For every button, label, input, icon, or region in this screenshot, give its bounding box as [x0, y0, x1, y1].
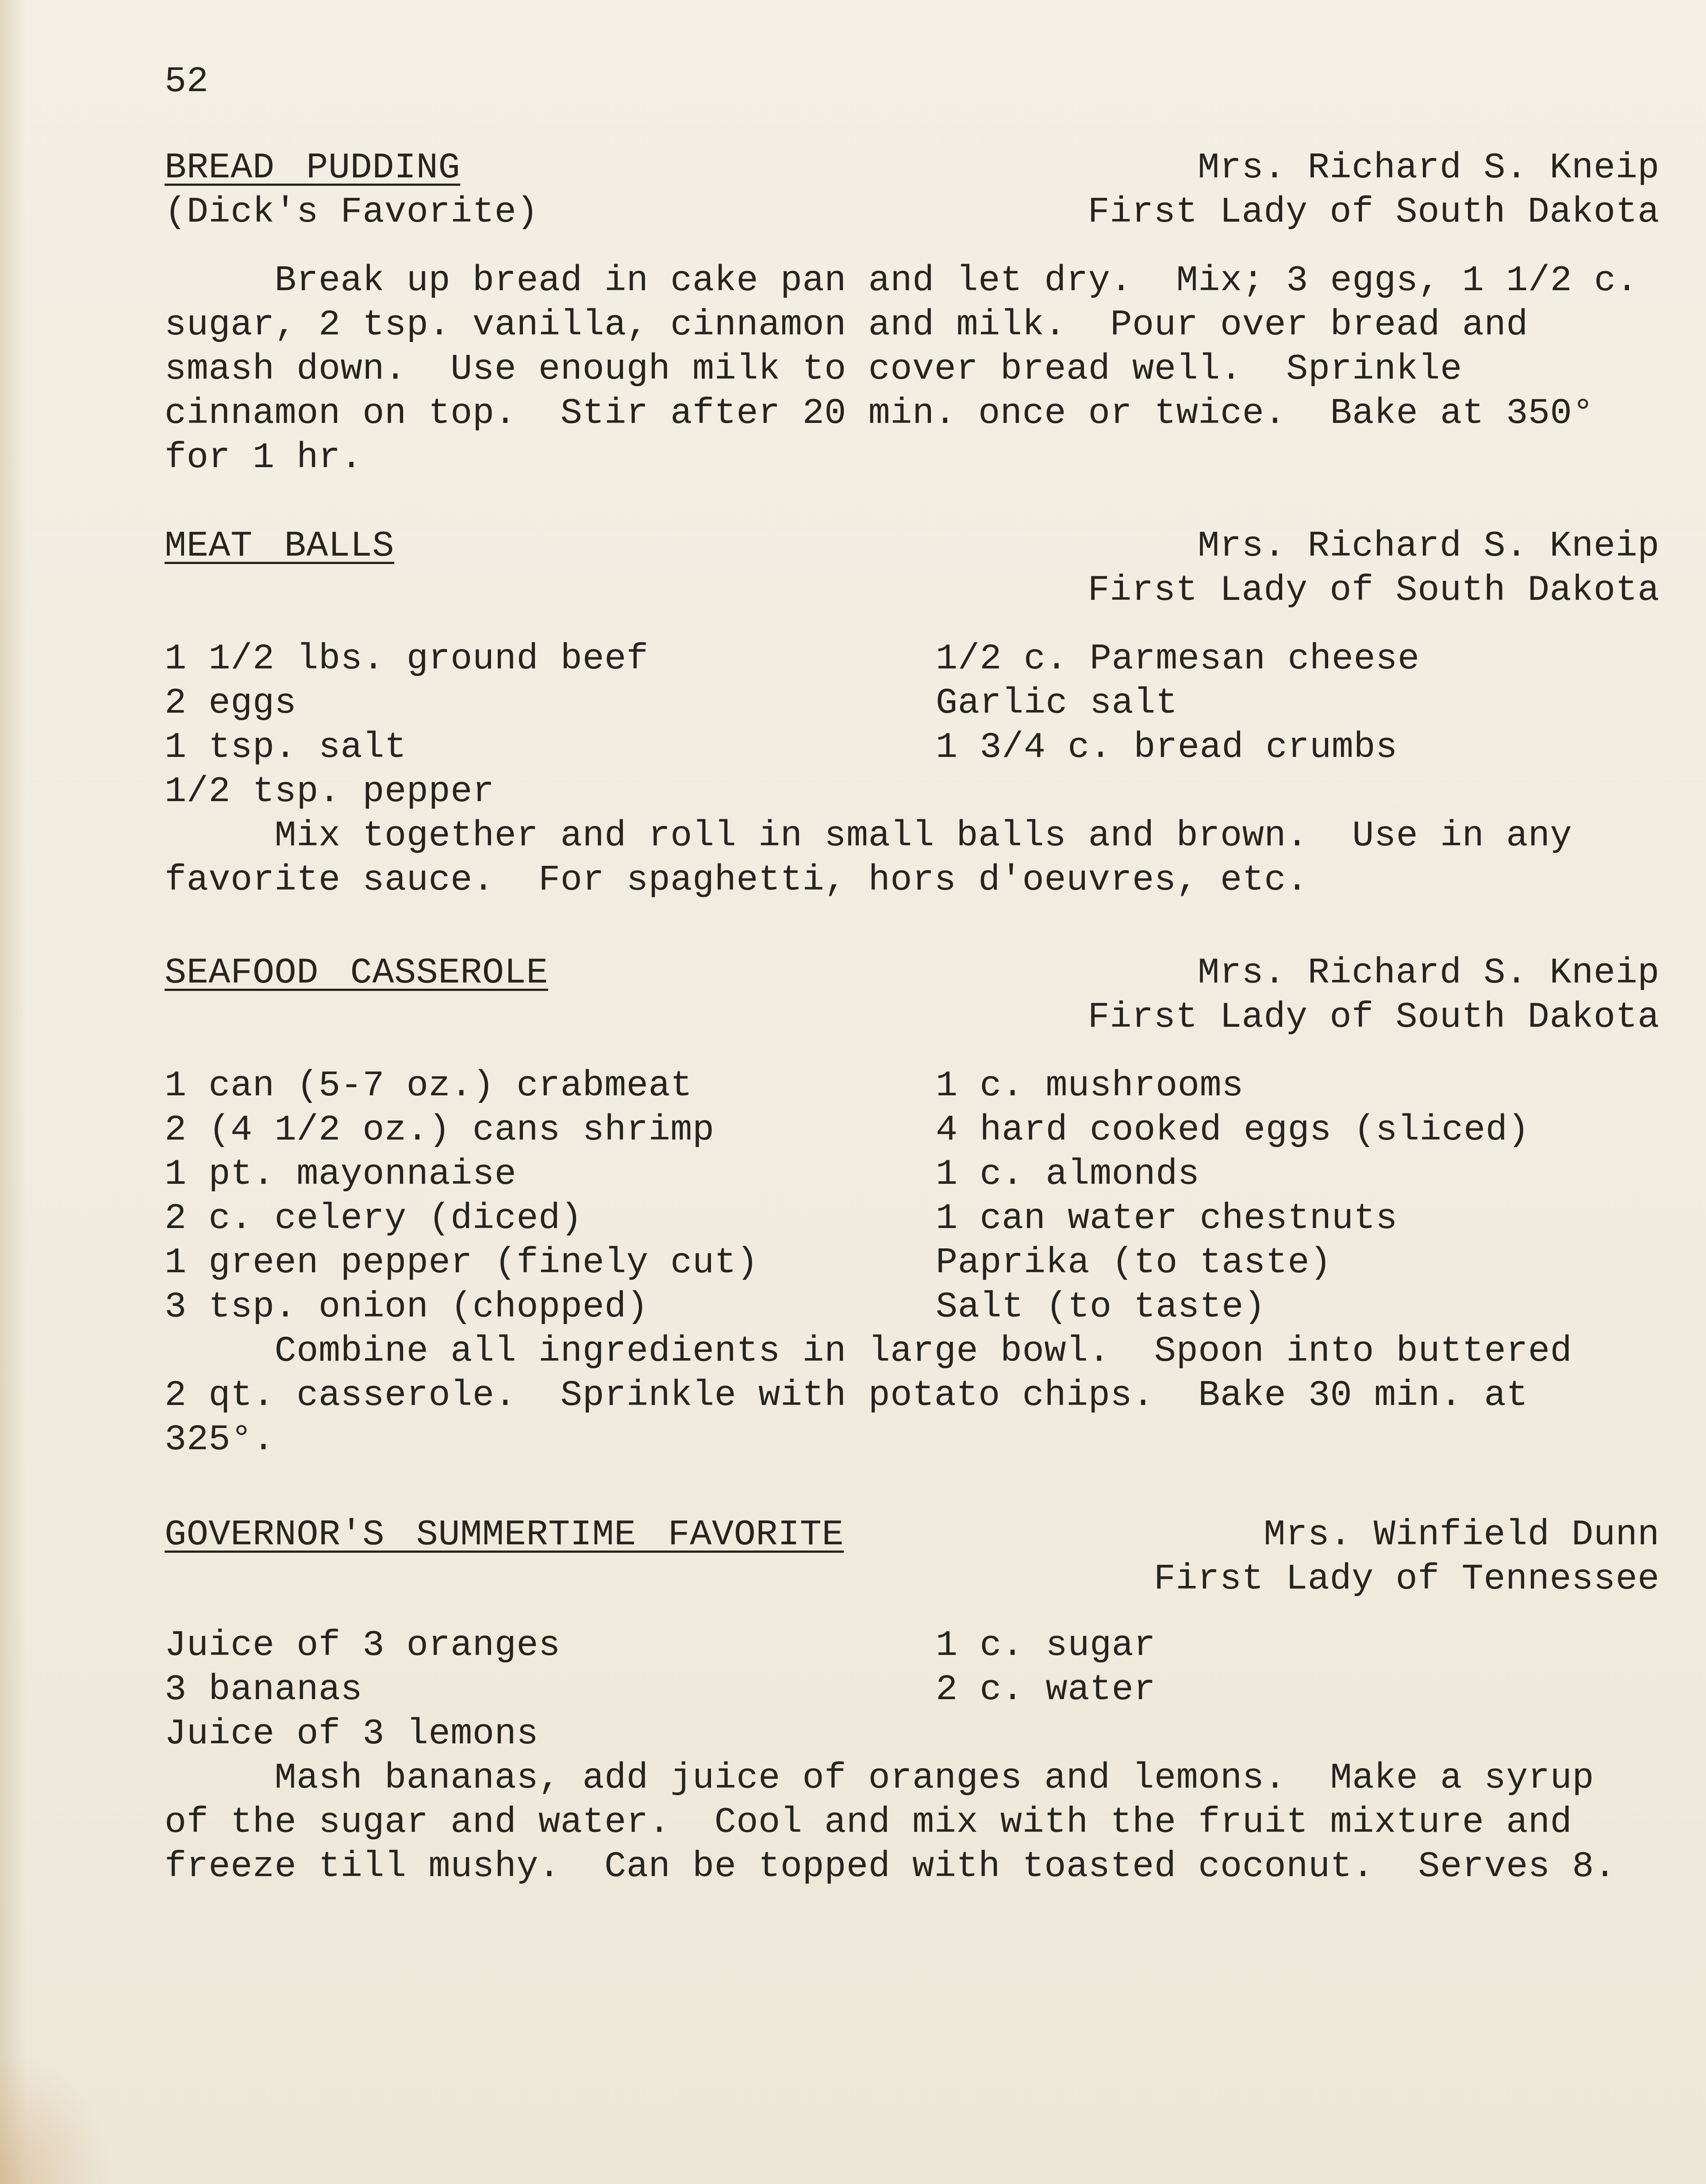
ingredient-item: 1 1/2 lbs. ground beef [165, 638, 649, 679]
recipe-title: BREAD PUDDING [165, 147, 461, 188]
instruction-line: freeze till mushy. Can be topped with toasted coconut. Serves 8. [165, 1846, 1616, 1887]
ingredient-item: 3 bananas [165, 1669, 363, 1710]
ingredient-item: 1 c. sugar [936, 1625, 1156, 1666]
instruction-line: Mash bananas, add juice of oranges and lemons. Make a syrup [165, 1758, 1595, 1799]
page-number: 52 [165, 61, 209, 102]
ingredient-item: 1/2 c. Parmesan cheese [936, 638, 1420, 679]
ingredient-item: 2 eggs [165, 683, 297, 724]
ingredient-item: 1 tsp. salt [165, 727, 407, 768]
recipe-title: MEAT BALLS [165, 526, 395, 567]
recipe-author: Mrs. Winfield Dunn [1264, 1514, 1660, 1555]
instruction-line: smash down. Use enough milk to cover bread well. Sprinkle [165, 349, 1462, 390]
ingredient-item: 1 c. mushrooms [936, 1065, 1244, 1106]
ingredient-item: 1 pt. mayonnaise [165, 1154, 517, 1195]
ingredient-item: Garlic salt [936, 683, 1178, 724]
ingredient-item: 1 3/4 c. bread crumbs [936, 727, 1398, 768]
recipe-author-title: First Lady of Tennessee [1153, 1558, 1660, 1600]
instruction-line: Combine all ingredients in large bowl. Spoon into buttered [165, 1331, 1572, 1372]
ingredient-item: Salt (to taste) [936, 1286, 1266, 1328]
ingredient-item: Juice of 3 oranges [165, 1625, 561, 1666]
ingredient-item: Paprika (to taste) [936, 1242, 1332, 1283]
recipe-author-title: First Lady of South Dakota [1087, 997, 1660, 1038]
ingredient-item: 2 c. celery (diced) [165, 1198, 583, 1239]
ingredient-item: 1 green pepper (finely cut) [165, 1242, 759, 1283]
recipe-author-title: First Lady of South Dakota [1087, 192, 1660, 233]
recipe-title: GOVERNOR'S SUMMERTIME FAVORITE [165, 1514, 844, 1555]
recipe-author: Mrs. Richard S. Kneip [1198, 526, 1660, 567]
page-stain [0, 2051, 115, 2184]
recipe-author-title: First Lady of South Dakota [1087, 570, 1660, 611]
ingredient-item: 2 c. water [936, 1669, 1156, 1710]
instruction-line: favorite sauce. For spaghetti, hors d'oeuvres, etc. [165, 860, 1308, 901]
instruction-line: sugar, 2 tsp. vanilla, cinnamon and milk. Pour over bread and [165, 304, 1528, 345]
instruction-line: Break up bread in cake pan and let dry. Mix; 3 eggs, 1 1/2 c. [165, 260, 1638, 301]
ingredient-item: 1 c. almonds [936, 1154, 1200, 1195]
recipe-author: Mrs. Richard S. Kneip [1198, 952, 1660, 994]
ingredient-item: 3 tsp. onion (chopped) [165, 1286, 649, 1328]
ingredient-item: 1 can water chestnuts [936, 1198, 1398, 1239]
instruction-line: cinnamon on top. Stir after 20 min. once or twice. Bake at 350° [165, 393, 1595, 434]
ingredient-item: 4 hard cooked eggs (sliced) [936, 1109, 1530, 1151]
instruction-line: for 1 hr. [165, 437, 363, 478]
instruction-line: of the sugar and water. Cool and mix with the fruit mixture and [165, 1802, 1572, 1843]
instruction-line: 325°. [165, 1419, 275, 1460]
page-edge-shadow [0, 0, 27, 2184]
ingredient-item: 2 (4 1/2 oz.) cans shrimp [165, 1109, 715, 1151]
ingredient-item: 1 can (5-7 oz.) crabmeat [165, 1065, 692, 1106]
instruction-line: 2 qt. casserole. Sprinkle with potato chips. Bake 30 min. at [165, 1375, 1528, 1416]
ingredient-item: 1/2 tsp. pepper [165, 771, 495, 812]
recipe-author: Mrs. Richard S. Kneip [1198, 147, 1660, 188]
instruction-line: Mix together and roll in small balls and brown. Use in any [165, 815, 1572, 856]
recipe-title: SEAFOOD CASSEROLE [165, 952, 549, 994]
recipe-subtitle: (Dick's Favorite) [165, 192, 539, 233]
ingredient-item: Juice of 3 lemons [165, 1713, 539, 1754]
